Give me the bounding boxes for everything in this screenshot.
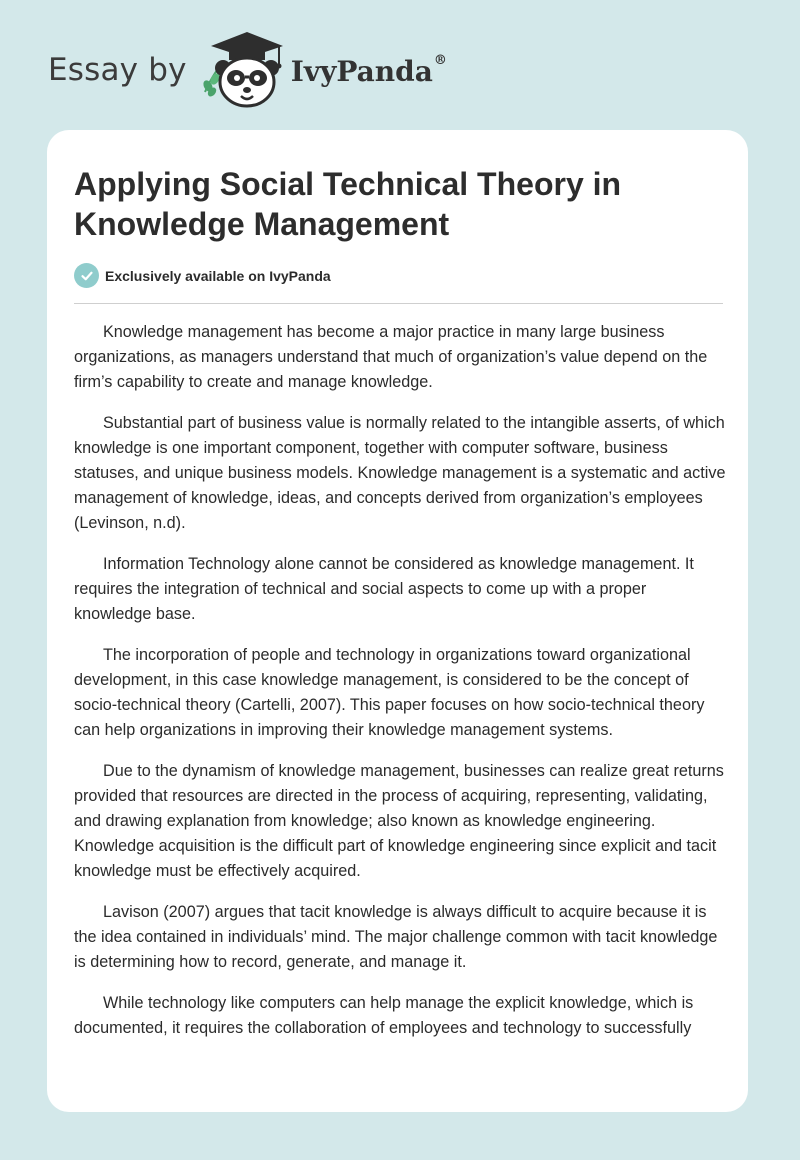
exclusive-badge [74,263,331,288]
panda-graduate-logo-icon[interactable] [199,30,289,110]
divider [74,303,723,304]
exclusive-badge-text: Exclusively available on IvyPanda [105,267,331,284]
paragraph: Knowledge management has become a major practice in many large business organizations, as managers understand that much of organization’s value depend on the firm’s capability to create and manage knowledge. [74,323,708,391]
registered-mark: ® [433,52,447,68]
paragraph: Substantial part of business value is normally related to the intangible asserts, of which knowledge is one important component, together with computer software, business statuses, and unique business models. Knowledge management is a systematic and active management of knowledge, ideas, and concepts derived from organization’s employees (Levinson, n.d). [74,414,726,532]
site-header [48,30,447,110]
checkmark-icon [74,263,99,288]
paragraph: Lavison (2007) argues that tacit knowledge is always difficult to acquire because it is the idea contained in individuals’ mind. The major challenge common with tacit knowledge is determining how to record, generate, and manage it. [74,903,718,971]
paragraph: The incorporation of people and technology in organizations toward organizational development, in this case knowledge management, is considered to be the concept of socio-technical theory (Cartelli, 2007). This paper focuses on how socio-technical theory can help organizations in improving their knowledge management systems. [74,646,705,739]
essay-title: Applying Social Technical Theory in Knowledge Management [74,166,622,242]
brand-name[interactable] [290,52,447,88]
essay-by-label: Essay by [48,52,187,88]
essay-body [74,320,726,1057]
paragraph: Information Technology alone cannot be considered as knowledge management. It requires the integration of technical and social aspects to come up with a proper knowledge base. [74,555,694,623]
paragraph: While technology like computers can help manage the explicit knowledge, which is documented, it requires the collaboration of employees and technology to successfully [74,994,694,1037]
essay-card [47,130,748,1112]
brand-name-text: IvyPanda [290,54,433,88]
paragraph: Due to the dynamism of knowledge management, businesses can realize great returns provided that resources are directed in the process of acquiring, representing, validating, and drawing explanation from knowledge; also known as knowledge engineering. Knowledge acquisition is the difficult part of knowledge engineering since explicit and tacit knowledge must be effectively acquired. [74,762,724,880]
